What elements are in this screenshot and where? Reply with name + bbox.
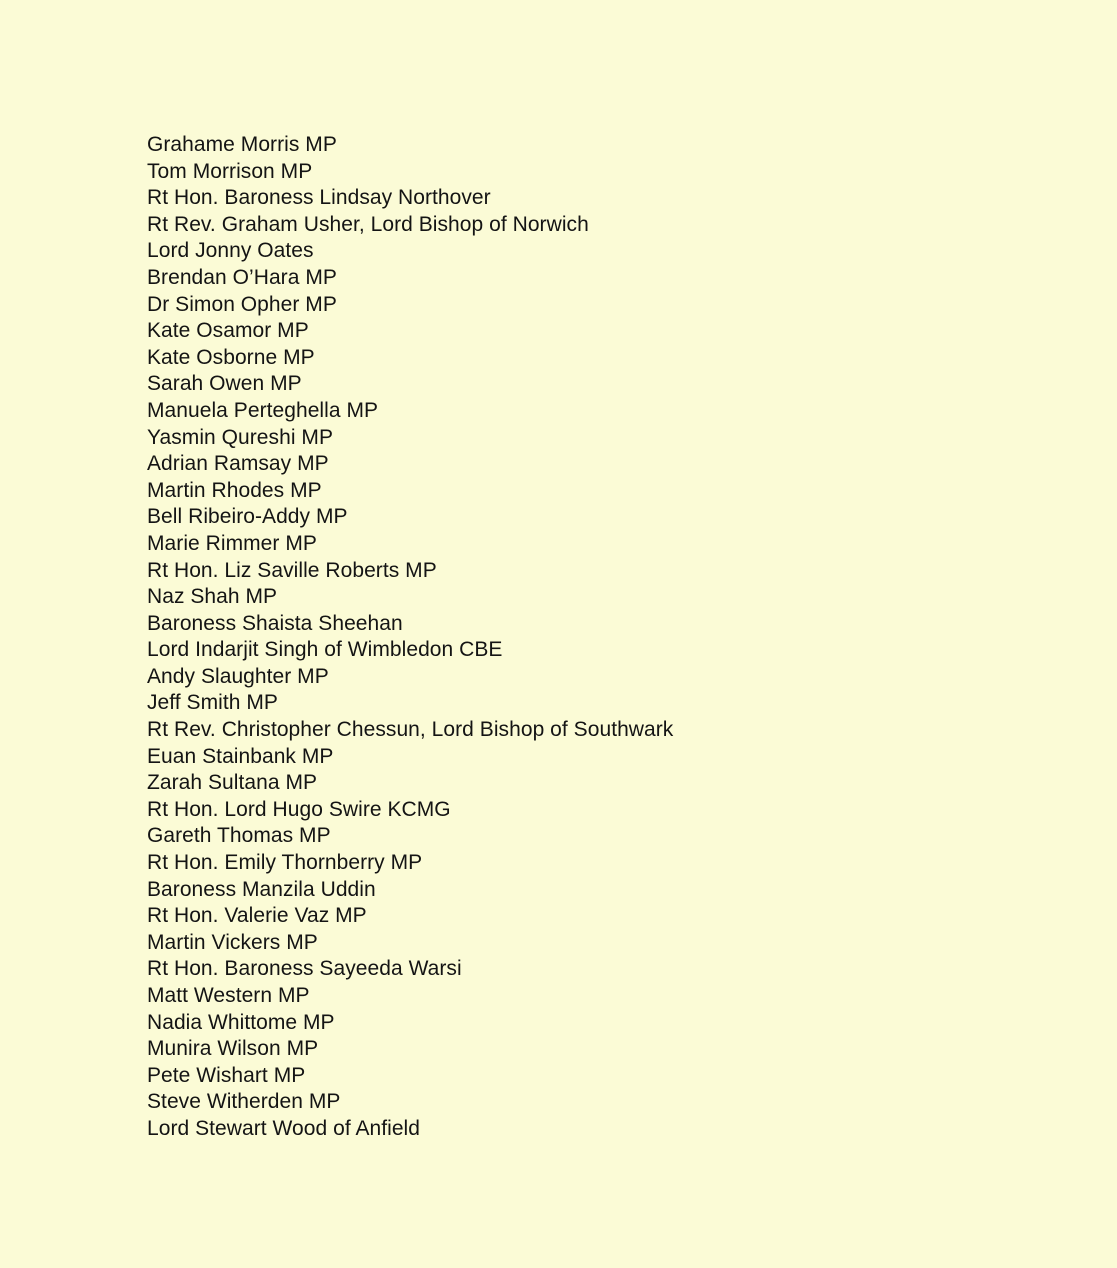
signatory-name: Euan Stainbank MP (147, 744, 334, 768)
signatory-name: Yasmin Qureshi MP (147, 425, 334, 449)
signatory-name: Naz Shah MP (147, 585, 278, 609)
signatory-name: Bell Ribeiro-Addy MP (147, 505, 348, 529)
signatory-name: Andy Slaughter MP (147, 664, 329, 688)
signatory-name: Steve Witherden MP (147, 1090, 341, 1114)
signatory-name: Baroness Shaista Sheehan (147, 611, 403, 635)
signatory-name: Rt Hon. Baroness Lindsay Northover (147, 186, 491, 210)
signatory-name: Martin Vickers MP (147, 930, 318, 954)
signatory-name: Lord Jonny Oates (147, 239, 314, 263)
signatory-name: Marie Rimmer MP (147, 531, 317, 555)
signatory-name: Rt Hon. Valerie Vaz MP (147, 904, 367, 928)
signatory-name: Gareth Thomas MP (147, 824, 331, 848)
signatory-name: Kate Osborne MP (147, 345, 315, 369)
signatory-name: Kate Osamor MP (147, 319, 309, 343)
signatory-name: Grahame Morris MP (147, 133, 337, 156)
signatory-name: Rt Hon. Liz Saville Roberts MP (147, 558, 437, 582)
signatory-name: Zarah Sultana MP (147, 771, 318, 795)
signatory-name: Sarah Owen MP (147, 372, 302, 396)
signatory-name: Manuela Perteghella MP (147, 398, 379, 422)
signatory-name: Pete Wishart MP (147, 1063, 306, 1087)
signatory-name: Jeff Smith MP (147, 691, 278, 715)
signatory-name: Munira Wilson MP (147, 1037, 319, 1061)
signatory-name: Rt Hon. Baroness Sayeeda Warsi (147, 957, 462, 981)
signatory-name: Rt Hon. Lord Hugo Swire KCMG (147, 797, 451, 821)
signatory-list (147, 132, 673, 1143)
signatory-name: Rt Hon. Emily Thornberry MP (147, 851, 423, 875)
signatory-name: Adrian Ramsay MP (147, 452, 329, 476)
signatory-name: Rt Rev. Graham Usher, Lord Bishop of Norwich (147, 212, 589, 236)
signatory-name: Lord Indarjit Singh of Wimbledon CBE (147, 638, 503, 662)
signatory-name: Nadia Whittome MP (147, 1010, 335, 1034)
signatory-name: Matt Western MP (147, 984, 310, 1007)
signatory-name: Lord Stewart Wood of Anfield (147, 1116, 421, 1140)
signatory-name: Martin Rhodes MP (147, 478, 322, 502)
signatory-name: Dr Simon Opher MP (147, 292, 337, 316)
signatory-name: Baroness Manzila Uddin (147, 877, 376, 901)
signatory-name: Tom Morrison MP (147, 159, 313, 183)
signatory-name: Rt Rev. Christopher Chessun, Lord Bishop of Southwark (147, 718, 674, 742)
signatory-name: Brendan O’Hara MP (147, 265, 337, 289)
